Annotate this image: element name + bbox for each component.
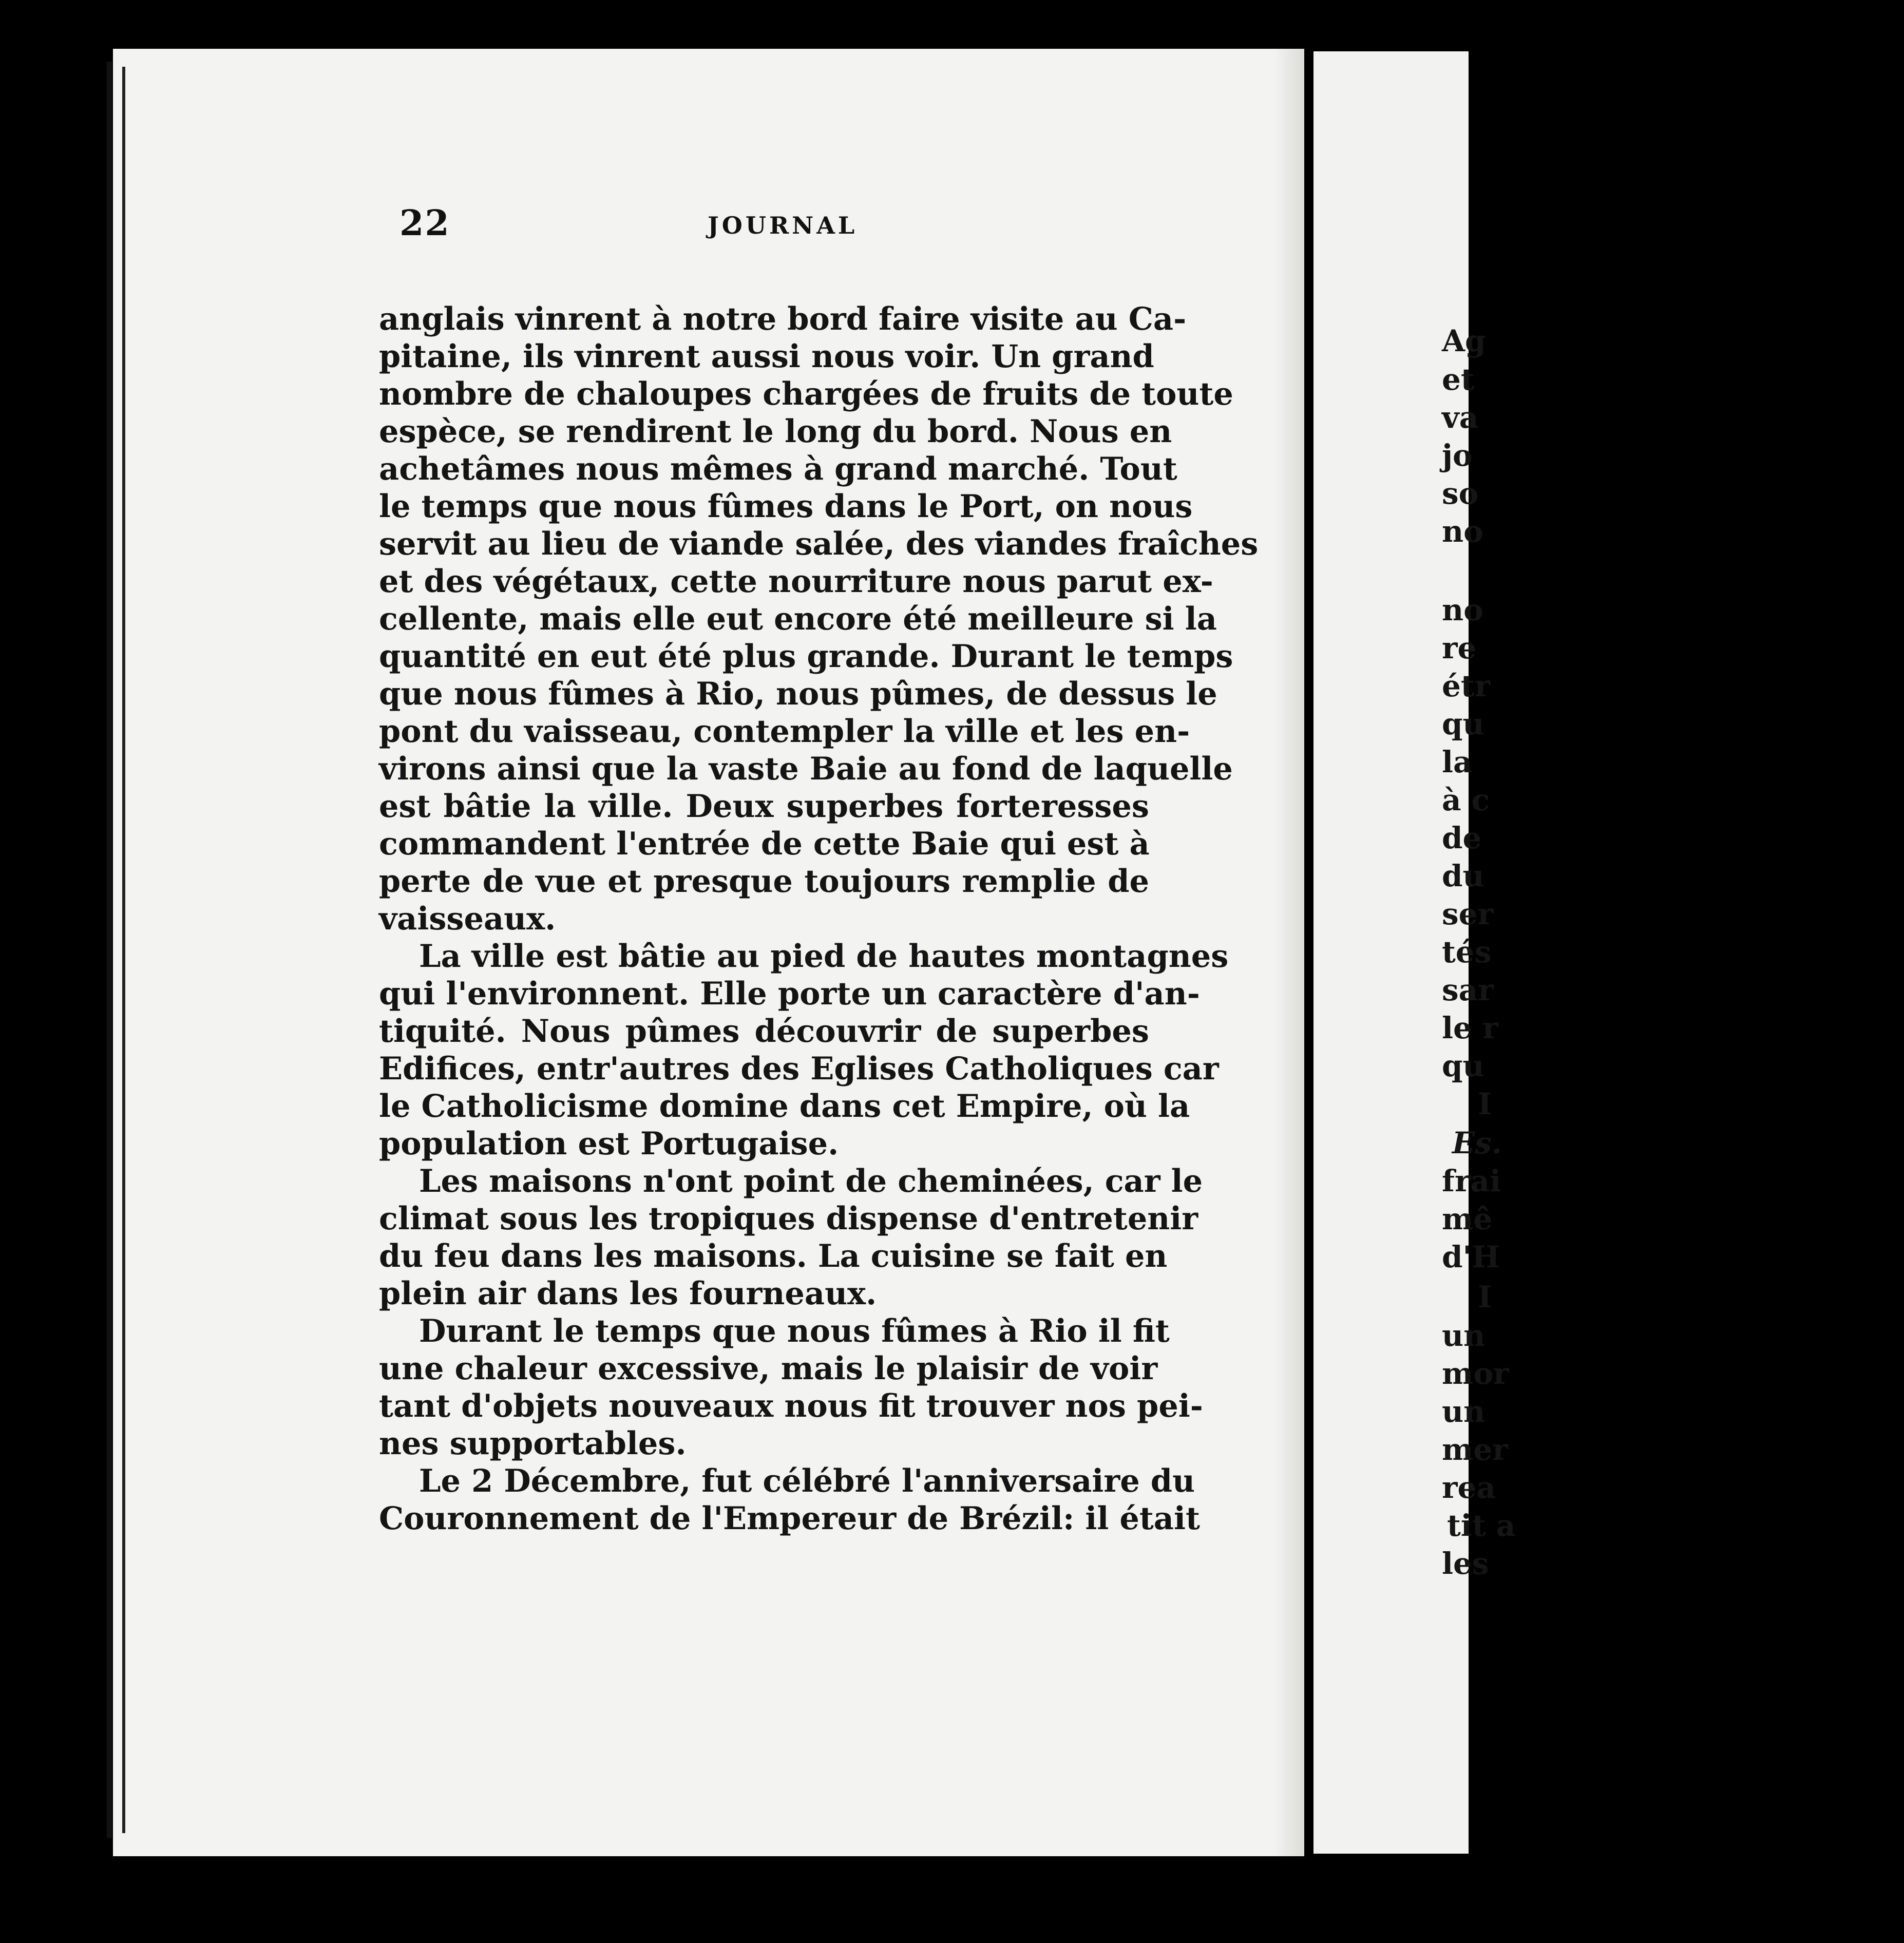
text-line: population est Portugaise. (379, 1126, 839, 1162)
facing-fragment: mor (1442, 1356, 1509, 1391)
text-line: nombre de chaloupes chargées de fruits de toute (379, 376, 1233, 412)
facing-fragment: no (1442, 514, 1483, 549)
facing-fragment: étr (1442, 669, 1491, 703)
body-text (379, 300, 1259, 1537)
text-line: Les maisons n'ont point de cheminées, car le (419, 1163, 1203, 1199)
facing-fragment: qu (1442, 1049, 1484, 1083)
text-line: nes supportables. (379, 1425, 687, 1462)
facing-fragment: jo (1442, 438, 1473, 473)
facing-fragment: du (1442, 859, 1484, 893)
text-line: cellente, mais elle eut encore été meilleure si la (379, 601, 1217, 637)
text-line: perte de vue et presque toujours remplie de (379, 863, 1149, 900)
text-line: plein air dans les fourneaux. (379, 1275, 877, 1312)
facing-fragment: tit a (1447, 1508, 1516, 1543)
facing-fragment: Ag (1442, 323, 1486, 358)
facing-page (1313, 51, 1516, 1854)
text-line: La ville est bâtie au pied de hautes montagnes (419, 938, 1229, 975)
facing-fragment: de (1442, 821, 1482, 855)
facing-fragment: rea (1442, 1470, 1496, 1505)
facing-fragment: un (1442, 1318, 1486, 1353)
text-line: climat sous les tropiques dispense d'entretenir (379, 1201, 1198, 1237)
page-edge-line (107, 62, 112, 1838)
text-line: achetâmes nous mêmes à grand marché. Tout (379, 451, 1177, 487)
text-line: qui l'environnent. Elle porte un caractère d'an- (379, 976, 1200, 1012)
facing-fragment: la (1442, 745, 1473, 779)
gutter (1304, 49, 1313, 1856)
facing-fragment: Es. (1452, 1126, 1502, 1160)
text-line: que nous fûmes à Rio, nous pûmes, de dessus le (379, 676, 1217, 712)
facing-fragment: ser (1442, 897, 1494, 931)
facing-fragment: à c (1442, 783, 1490, 817)
facing-fragment: le r (1442, 1011, 1498, 1045)
facing-fragment: qu (1442, 707, 1484, 741)
text-line: pitaine, ils vinrent aussi nous voir. Un grand (379, 338, 1154, 375)
facing-fragment: mê (1442, 1202, 1493, 1236)
facing-fragment: so (1442, 476, 1479, 511)
facing-fragment: mer (1442, 1432, 1508, 1467)
facing-fragment: I (1478, 1280, 1492, 1315)
text-line: est bâtie la ville. Deux superbes forteresses (379, 788, 1149, 825)
facing-fragment: no (1442, 593, 1483, 627)
facing-fragment: un (1442, 1394, 1486, 1429)
running-title: JOURNAL (708, 212, 858, 239)
page-edge-line (122, 67, 125, 1833)
facing-fragment: re (1442, 631, 1477, 665)
text-line: et des végétaux, cette nourriture nous parut ex- (379, 563, 1213, 600)
text-line: le Catholicisme domine dans cet Empire, où la (379, 1088, 1190, 1125)
text-line: une chaleur excessive, mais le plaisir de voir (379, 1350, 1158, 1387)
text-line: vaisseaux. (379, 901, 556, 937)
facing-fragment: I (1478, 1087, 1492, 1121)
text-line: espèce, se rendirent le long du bord. Nous en (379, 413, 1172, 450)
text-line: virons ainsi que la vaste Baie au fond de laquelle (379, 751, 1233, 787)
facing-fragment: sar (1442, 973, 1494, 1007)
text-line: commandent l'entrée de cette Baie qui est à (379, 826, 1150, 862)
facing-fragment: frai (1442, 1164, 1501, 1198)
gutter-shadow (1273, 49, 1304, 1856)
text-line: Couronnement de l'Empereur de Brézil: il était (379, 1500, 1200, 1537)
facing-fragment: et (1442, 362, 1475, 397)
text-line: servit au lieu de viande salée, des viandes fraîches (379, 526, 1259, 562)
facing-fragment: d'H (1442, 1240, 1500, 1274)
text-line: quantité en eut été plus grande. Durant le temps (379, 638, 1233, 675)
text-line: Edifices, entr'autres des Eglises Catholiques car (379, 1051, 1219, 1087)
facing-fragment: les (1442, 1546, 1489, 1581)
page-number: 22 (399, 203, 450, 244)
text-line: tiquité. Nous pûmes découvrir de superbes (379, 1013, 1149, 1050)
text-line: tant d'objets nouveaux nous fit trouver nos pei- (379, 1388, 1203, 1424)
text-line: anglais vinrent à notre bord faire visite au Ca- (379, 301, 1187, 337)
text-line: pont du vaisseau, contempler la ville et les en- (379, 713, 1190, 750)
facing-fragment: tés (1442, 935, 1492, 969)
facing-fragment: va (1442, 400, 1479, 435)
text-line: le temps que nous fûmes dans le Port, on nous (379, 488, 1193, 525)
text-line: du feu dans les maisons. La cuisine se fait en (379, 1238, 1168, 1274)
text-line: Le 2 Décembre, fut célébré l'anniversaire du (419, 1463, 1195, 1499)
text-line: Durant le temps que nous fûmes à Rio il fit (419, 1313, 1170, 1349)
